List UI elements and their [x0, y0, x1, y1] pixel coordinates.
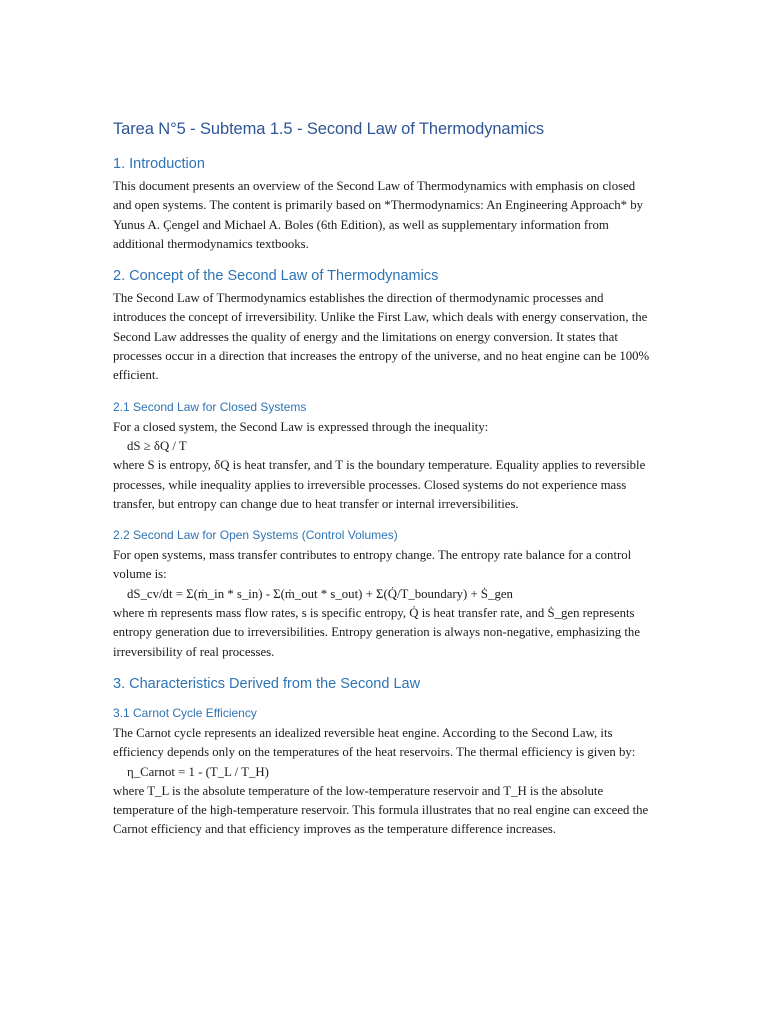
paragraph: For a closed system, the Second Law is expressed through the inequality:: [113, 419, 489, 434]
section-characteristics: [113, 676, 653, 840]
section-concept: [113, 268, 653, 662]
paragraph: For open systems, mass transfer contributes to entropy change. The entropy rate balance for a control volume is:: [113, 548, 632, 582]
paragraph: This document presents an overview of the Second Law of Thermodynamics with emphasis on closed and open systems. The content is primarily based on *Thermodynamics: An Engineering Approach* by Yunus A. Çengel and Michael A. Boles (6th Edition), as well as supplementary information from additional thermodynamics textbooks.: [113, 179, 644, 251]
paragraph: The Second Law of Thermodynamics establishes the direction of thermodynamic processes and introduces the concept of irreversibility. Unlike the First Law, which deals with energy conservation, the Second Law addresses the quality of energy and the limitations on energy conversion. It states that processes occur in a direction that increases the entropy of the universe, and no heat engine can be 100% efficient.: [113, 291, 650, 383]
section-heading-characteristics: 3. Characteristics Derived from the Second Law: [113, 675, 421, 692]
document-title: Tarea N°5 - Subtema 1.5 - Second Law of Thermodynamics: [113, 120, 545, 138]
subsection-heading-carnot: 3.1 Carnot Cycle Efficiency: [113, 705, 257, 720]
paragraph: where T_L is the absolute temperature of the low-temperature reservoir and T_H is the absolute temperature of the high-temperature reservoir. This formula illustrates that no real engine can exceed the Carnot efficiency and that efficiency improves as the temperature difference increases.: [113, 783, 649, 837]
formula-open-system: dS_cv/dt = Σ(ṁ_in * s_in) - Σ(ṁ_out * s_out) + Σ(Q̇/T_boundary) + Ṡ_gen: [127, 586, 513, 601]
subsection-heading-open-systems: 2.2 Second Law for Open Systems (Control Volumes): [113, 528, 398, 543]
formula-closed-system: dS ≥ δQ / T: [127, 438, 187, 453]
paragraph: The Carnot cycle represents an idealized reversible heat engine. According to the Second Law, its efficiency depends only on the temperatures of the heat reservoirs. The thermal efficiency is given by:: [113, 725, 636, 760]
document-body: [113, 120, 653, 840]
formula-carnot-efficiency: η_Carnot = 1 - (T_L / T_H): [127, 764, 269, 779]
section-heading-introduction: 1. Introduction: [113, 156, 205, 172]
section-heading-concept: 2. Concept of the Second Law of Thermodynamics: [113, 268, 439, 285]
paragraph: where S is entropy, δQ is heat transfer, and T is the boundary temperature. Equality applies to reversible processes, while inequality applies to irreversible processes. Closed systems do not experience mass transfer, but entropy can change due to heat transfer or internal irreversibilities.: [113, 458, 646, 511]
section-introduction: [113, 156, 653, 254]
paragraph: where ṁ represents mass flow rates, s is specific entropy, Q̇ is heat transfer rate, and Ṡ_gen represents entropy generation due to irreversibilities. Entropy generation is always non-negative, emphasizing the irreversibility of real processes.: [113, 606, 641, 659]
subsection-heading-closed-systems: 2.1 Second Law for Closed Systems: [113, 399, 307, 414]
